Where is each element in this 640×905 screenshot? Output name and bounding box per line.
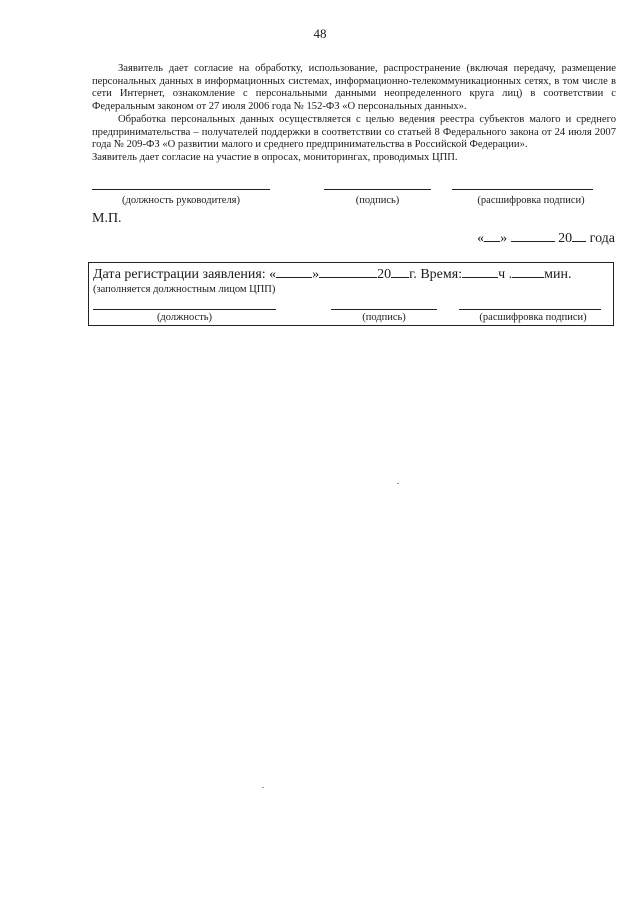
official-decoding-line[interactable] <box>459 309 601 310</box>
registration-date-line <box>93 265 571 283</box>
signature-label: (подпись) <box>355 195 400 206</box>
page-number: 48 <box>313 26 327 41</box>
consent-paragraph-1: Заявитель дает согласие на обработку, использование, распространение (включая передачу, размещение персональных данных в информационных системах, информационно-телекоммуникационных сетях, в том числе в сети Интернет, ознакомление с персональными данными неопределенного круга лиц) в соответствии с Федеральным законом от 27 июля 2006 года № 152-ФЗ «О персональных данных». <box>92 63 616 112</box>
year-blank[interactable] <box>572 229 586 242</box>
date-year-prefix: 20 <box>558 231 573 246</box>
scan-speck <box>262 787 264 788</box>
date-open-quote: « <box>477 231 485 246</box>
stamp-label: М.П. <box>92 211 122 226</box>
registration-note: (заполняется должностным лицом ЦПП) <box>93 284 276 295</box>
position-signature-line[interactable] <box>92 189 270 190</box>
registration-month-blank[interactable] <box>319 265 377 278</box>
registration-hours-label: ч . <box>498 267 513 282</box>
consent-paragraph-3: Заявитель дает согласие на участие в опросах, мониторингах, проводимых ЦПП. <box>92 152 458 163</box>
decoding-label: (расшифровка подписи) <box>477 195 585 206</box>
day-blank[interactable] <box>484 229 500 242</box>
position-label: (должность руководителя) <box>121 195 241 206</box>
official-decoding-label: (расшифровка подписи) <box>479 312 587 323</box>
registration-day-blank[interactable] <box>276 265 312 278</box>
official-signature-line[interactable] <box>331 309 437 310</box>
registration-year-blank[interactable] <box>391 265 409 278</box>
scan-speck <box>397 483 399 484</box>
registration-year-prefix: 20 <box>377 267 392 282</box>
date-year-suffix: года <box>589 231 615 246</box>
consent-paragraph-2: Обработка персональных данных осуществляется с целью ведения реестра субъектов малого и среднего предпринимательства – получателей поддержки в соответствии со статьей 8 Федерального закона от 24 июля 2007 года № 209-ФЗ «О развитии малого и среднего предпринимательства в Российской Федерации». <box>92 114 616 151</box>
registration-close-quote: » <box>312 267 320 282</box>
registration-minutes-blank[interactable] <box>512 265 544 278</box>
registration-minutes-label: мин. <box>544 267 572 282</box>
official-position-line[interactable] <box>93 309 276 310</box>
registration-label: Дата регистрации заявления: « <box>93 267 277 282</box>
registration-box <box>88 262 614 326</box>
registration-hours-blank[interactable] <box>462 265 498 278</box>
month-blank[interactable] <box>511 229 555 242</box>
registration-time-label: Время: <box>420 267 463 282</box>
applicant-date-line <box>477 229 615 247</box>
official-signature-label: (подпись) <box>362 312 406 323</box>
decoding-signature-line[interactable] <box>452 189 593 190</box>
date-close-quote: » <box>500 231 508 246</box>
registration-year-suffix: г. <box>409 267 417 282</box>
official-position-label: (должность) <box>156 312 213 323</box>
signature-line[interactable] <box>324 189 431 190</box>
